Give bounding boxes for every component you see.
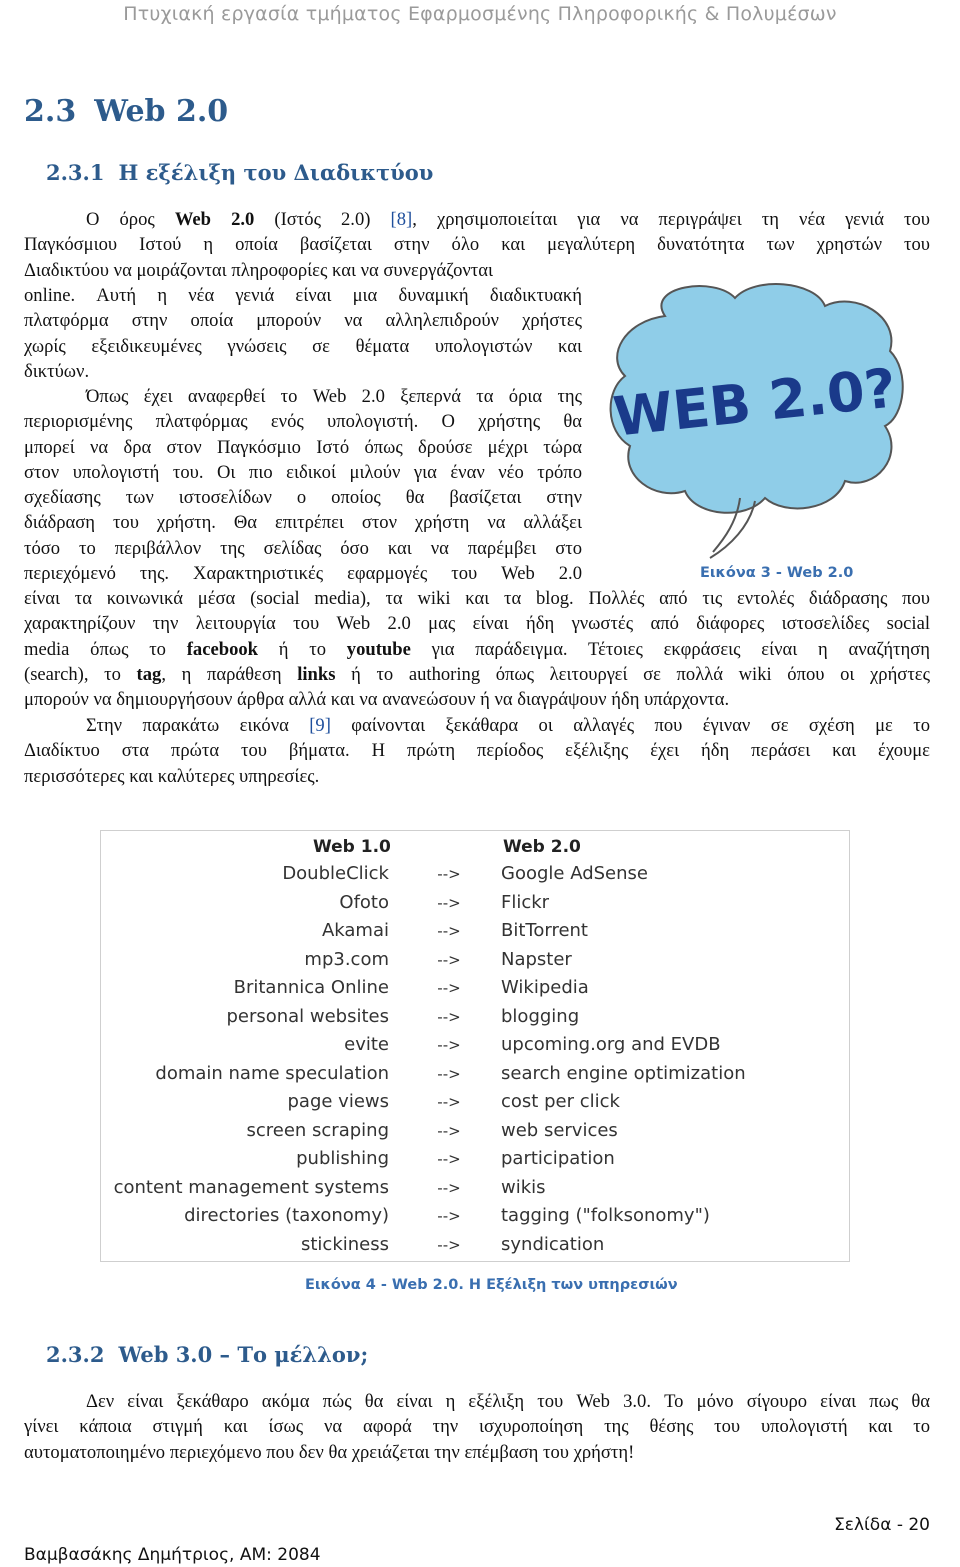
cloud-text: WEB 2.0? — [610, 356, 899, 449]
text: media όπως το — [24, 638, 187, 660]
text: για παράδειγμα. Τέτοιες εκφράσεις είναι η αναζήτηση — [410, 638, 930, 660]
web1-service: evite — [344, 1034, 389, 1055]
bold-term: facebook — [186, 638, 259, 660]
web-evolution-table — [100, 830, 850, 1262]
web1-service: publishing — [296, 1148, 389, 1169]
subsection-heading-2 — [46, 1342, 368, 1367]
web2-service: participation — [501, 1148, 615, 1169]
para-line: δικτύων. — [24, 360, 90, 382]
paragraph-2-cont — [24, 586, 930, 712]
para-line — [24, 662, 930, 687]
para-line: online. Αυτή η νέα γενιά είναι μια δυναμική διαδικτυακή — [24, 285, 582, 306]
web2-service: upcoming.org and EVDB — [501, 1034, 721, 1055]
web1-service: Akamai — [321, 920, 389, 941]
web1-service: page views — [287, 1091, 389, 1112]
web2-service: search engine optimization — [501, 1062, 746, 1084]
para-line — [24, 207, 930, 232]
web2-service: cost per click — [501, 1091, 620, 1112]
bold-term: Web 2.0 — [174, 209, 255, 230]
footer-author: Βαμβασάκης Δημήτριος, ΑΜ: 2084 — [24, 1545, 321, 1565]
web2-service: Google AdSense — [501, 863, 648, 884]
web1-service: personal websites — [226, 1005, 389, 1027]
web1-service: directories (taxonomy) — [184, 1205, 389, 1226]
bold-term: youtube — [346, 638, 411, 660]
arrow: --> — [437, 1207, 461, 1225]
web1-service: Ofoto — [339, 891, 389, 913]
para-line: αυτοματοποιημένο περιεχόμενο που δεν θα χρειάζεται την επέμβαση του χρήστη! — [24, 1441, 635, 1463]
para-line: χαρακτηρίζουν την λειτουργία του Web 2.0 μας είναι ήδη γνωστές από διάφορες ιστοσελίδες social — [24, 613, 930, 635]
para-line: Διαδίκτυο στα πρώτα του βήματα. Η πρώτη περίοδος εξέλιξης έχει ήδη περάσει και έχουμε — [24, 740, 930, 762]
arrow: --> — [437, 1150, 461, 1168]
running-header: Πτυχιακή εργασία τμήματος Εφαρμοσμένης Πληροφορικής & Πολυμέσων — [123, 3, 837, 25]
web2-service: Napster — [501, 948, 572, 970]
web2-service: syndication — [501, 1233, 605, 1255]
subsection-number: 2.3.2 — [46, 1342, 105, 1367]
web1-service: Britannica Online — [233, 977, 389, 998]
text: (search), το — [24, 663, 137, 685]
para-line: περιεχόμενό της. Χαρακτηριστικές εφαρμογές του Web 2.0 — [24, 563, 582, 585]
web2-service: BitTorrent — [501, 920, 588, 941]
arrow: --> — [437, 893, 461, 912]
para-line: χωρίς εξειδικευμένες γνώσεις σε θέματα υπολογιστών και — [24, 335, 582, 357]
arrow: --> — [437, 1007, 461, 1026]
para-line: γίνει κάποια στιγμή και ίσως να αφορά την ισχυροποίηση της θέσης του υπολογιστή και το — [24, 1416, 930, 1438]
citation-link[interactable]: [8] — [390, 209, 413, 230]
col-header-web1: Web 1.0 — [313, 837, 391, 857]
citation-link[interactable]: [9] — [309, 715, 331, 736]
paragraph-2 — [24, 384, 582, 586]
bold-term: tag — [136, 663, 162, 685]
para-line: Όπως έχει αναφερθεί το Web 2.0 ξεπερνά τα όρια της — [86, 386, 582, 407]
paragraph-3 — [24, 713, 930, 789]
web1-service: stickiness — [301, 1233, 389, 1255]
subsection-title: Η εξέλιξη του Διαδικτύου — [118, 160, 434, 185]
page-number: Σελίδα - 20 — [834, 1515, 930, 1535]
paragraph-4 — [24, 1389, 930, 1465]
web2-service: web services — [501, 1119, 618, 1141]
text: , η παράθεση — [161, 663, 298, 685]
text: ή το — [258, 638, 347, 660]
web2-service: wikis — [501, 1176, 546, 1198]
web2-service: Flickr — [501, 891, 550, 913]
arrow: --> — [437, 1178, 461, 1197]
para-line — [24, 713, 930, 738]
section-heading — [24, 94, 228, 129]
section-title: Web 2.0 — [94, 94, 229, 129]
subsection-number: 2.3.1 — [46, 160, 105, 185]
text: φαίνονται ξεκάθαρα οι αλλαγές που έγιναν σε σχέση με το — [330, 715, 931, 736]
para-line: τόσο το περιβάλλον της σελίδας όσο και να παρέμβει στο — [24, 537, 582, 559]
bold-term: links — [297, 663, 336, 685]
arrow: --> — [437, 1064, 461, 1083]
para-line: διάδραση του χρήστη. Θα επιτρέπει στον χρήστη να αλλάξει — [24, 512, 582, 534]
para-line: Παγκόσμιου Ιστού η οποία βασίζεται στην όλο και μεγαλύτερη δυνατότητα των χρηστών του — [24, 234, 930, 256]
arrow: --> — [437, 1121, 461, 1140]
text: Στην παρακάτω εικόνα — [86, 715, 310, 736]
web1-service: mp3.com — [304, 948, 389, 970]
para-line — [24, 637, 930, 662]
arrow: --> — [437, 950, 461, 969]
para-line: είναι τα κοινωνικά μέσα (social media), τα wiki και τα blog. Πολλές από τις εντολές διάδρασης που — [24, 588, 930, 609]
para-line: σχεδίασης των ιστοσελίδων ο οποίος θα βασίζεται στην — [24, 487, 582, 509]
arrow: --> — [437, 979, 461, 997]
subsection-title: Web 3.0 – Το μέλλον; — [118, 1342, 369, 1367]
text: Ο όρος — [86, 209, 175, 230]
para-line: Διαδικτύου να μοιράζονται πληροφορίες και να συνεργάζονται — [24, 259, 494, 281]
text: , χρησιμοποιείται για να περιγράψει τη νέα γενιά του — [412, 209, 931, 230]
arrow: --> — [437, 1235, 461, 1254]
paragraph-1-cont — [24, 283, 582, 384]
web1-service: content management systems — [113, 1176, 389, 1198]
para-line: πλατφόρμα στην οποία μπορούν να αλληλεπιδρούν χρήστες — [24, 310, 582, 332]
section-number: 2.3 — [24, 94, 77, 129]
paragraph-1 — [24, 207, 930, 283]
figure-4-caption: Εικόνα 4 - Web 2.0. Η Εξέλιξη των υπηρεσιών — [305, 1277, 678, 1293]
text: (Ιστός 2.0) — [254, 209, 391, 230]
web1-service: DoubleClick — [282, 863, 389, 884]
web1-service: domain name speculation — [155, 1062, 389, 1084]
para-line: περισσότερες και καλύτερες υπηρεσίες. — [24, 765, 320, 787]
figure-3-caption: Εικόνα 3 - Web 2.0 — [700, 565, 854, 581]
arrow: --> — [437, 922, 461, 940]
web2-service: blogging — [501, 1005, 580, 1027]
para-line: Δεν είναι ξεκάθαρο ακόμα πώς θα είναι η εξέλιξη του Web 3.0. Το μόνο σίγουρο είναι πως θα — [86, 1391, 930, 1412]
subsection-heading-1 — [46, 160, 433, 185]
text: ή το authoring όπως λειτουργεί σε πολλά wiki όπου οι χρήστες — [335, 663, 930, 685]
para-line: περιορισμένης πλατφόρμας ενός υπολογιστή. Ο χρήστης θα — [24, 411, 582, 433]
arrow: --> — [437, 1093, 461, 1111]
web2-service: tagging ("folksonomy") — [501, 1205, 710, 1226]
para-line: μπορούν να δημιουργήσουν άρθρα αλλά και να ανανεώσουν ή να διαγράψουν ήδη υπάρχοντα. — [24, 689, 730, 711]
col-header-web2: Web 2.0 — [503, 837, 581, 857]
web2-service: Wikipedia — [501, 977, 589, 998]
web1-service: screen scraping — [246, 1119, 389, 1141]
arrow: --> — [437, 1036, 461, 1054]
para-line: μπορεί να δρα στον Παγκόσμιο Ιστό όπως δρούσε μέχρι τώρα — [24, 436, 582, 458]
arrow: --> — [437, 865, 461, 883]
para-line: στον υπολογιστή του. Οι πιο ειδικοί μιλούν για έναν νέο τρόπο — [24, 461, 582, 483]
web20-cloud-image — [605, 276, 910, 566]
